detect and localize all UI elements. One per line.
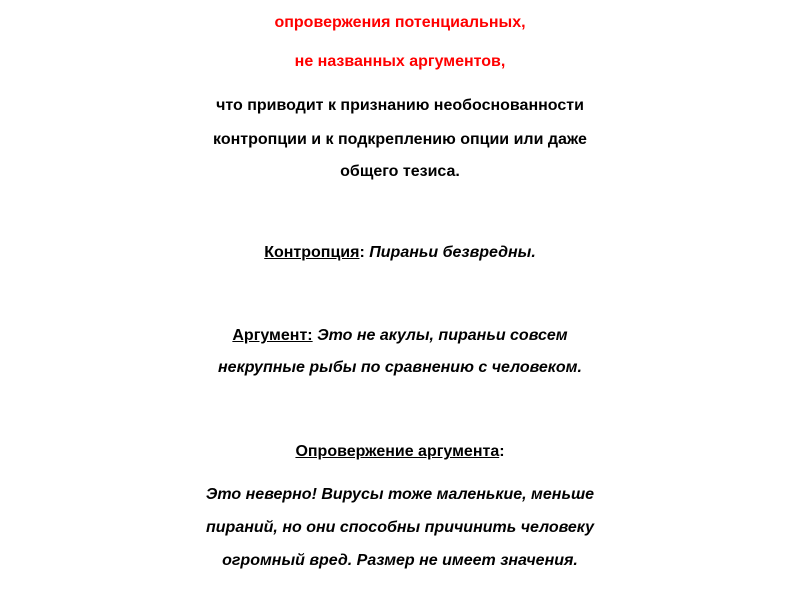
counter-option-label: Контропция [264,244,360,261]
argument-label: Аргумент: [232,327,313,344]
argument-line-2: некрупные рыбы по сравнению с человеком. [218,359,582,376]
intro-line-3: общего тезиса. [340,163,460,180]
refutation-line-1: Это неверно! Вирусы тоже маленькие, меньше [205,486,595,503]
refutation-line-2: пираний, но они способны причинить человеку [206,519,594,536]
refutation-line-3: огромный вред. Размер не имеет значения. [222,552,578,569]
header-line-1: опровержения потенциальных, [274,14,526,31]
intro-line-1: что приводит к признанию необоснованности [216,97,584,114]
header-line-2: не названных аргументов, [294,53,506,70]
refutation-colon: : [499,443,505,460]
intro-line-2: контропции и к подкреплению опции или даже [213,131,587,148]
refutation-heading [0,437,800,466]
counter-option-text: Пираньи безвредны. [369,244,536,261]
refutation-label: Опровержение аргумента [295,443,500,460]
argument-text-1: Это не акулы, пираньи совсем [317,327,568,344]
counter-option [0,238,800,267]
counter-option-colon: : [359,244,365,261]
argument-line-1 [0,321,800,350]
